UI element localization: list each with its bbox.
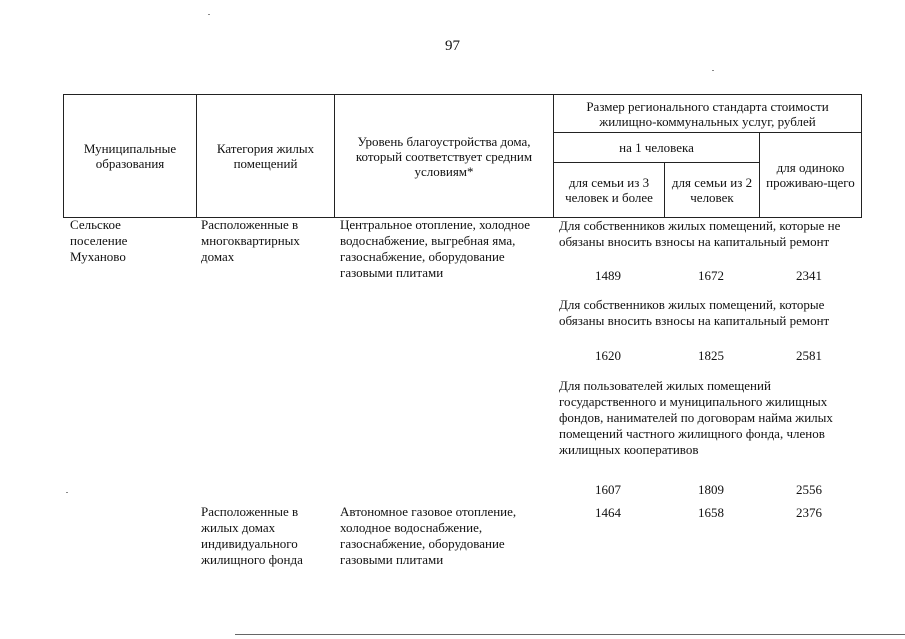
group2-single-value: 2581 — [796, 348, 822, 363]
header-single: для одиноко проживаю-щего — [759, 132, 862, 218]
group3-description: Для пользователей жилых помещений государственного и муниципального жилищных фондов, нанимателей по договорам найма жилых помещений частного жилищного фонда, членов жилищных кооперативов — [559, 378, 833, 457]
header-category: Категория жилых помещений — [196, 94, 335, 218]
row2-category: Расположенные в жилых домах индивидуального жилищного фонда — [201, 504, 303, 567]
scan-speck — [66, 492, 68, 493]
group1-single-value: 2341 — [796, 268, 822, 283]
scan-speck — [208, 14, 210, 15]
group3-single-value: 2556 — [796, 482, 822, 497]
header-family2: для семьи из 2 человек — [664, 162, 760, 218]
header-family3: для семьи из 3 человек и более — [553, 162, 665, 218]
row1-level: Центральное отопление, холодное водоснабжение, выгребная яма, газоснабжение, оборудование газовыми плитами — [340, 217, 531, 280]
row2-family2-value: 1658 — [698, 505, 724, 520]
group3-family2-value: 1809 — [698, 482, 724, 497]
group1-family3-value: 1489 — [595, 268, 621, 283]
header-level: Уровень благоустройства дома, который соответствует средним условиям* — [334, 94, 554, 218]
header-per-person: на 1 человека — [553, 132, 760, 163]
group1-description: Для собственников жилых помещений, которые не обязаны вносить взносы на капитальный ремонт — [559, 218, 841, 249]
group3-family3-value: 1607 — [595, 482, 621, 497]
row2-family3-value: 1464 — [595, 505, 621, 520]
group2-family2-value: 1825 — [698, 348, 724, 363]
page-number: 97 — [445, 38, 460, 54]
row1-category: Расположенные в многоквартирных домах — [201, 217, 300, 264]
group1-family2-value: 1672 — [698, 268, 724, 283]
bottom-rule — [235, 634, 905, 635]
header-standard-title: Размер регионального стандарта стоимости жилищно-коммунальных услуг, рублей — [553, 94, 862, 133]
group2-description: Для собственников жилых помещений, которые обязаны вносить взносы на капитальный ремонт — [559, 297, 830, 328]
group2-family3-value: 1620 — [595, 348, 621, 363]
row2-level: Автономное газовое отопление, холодное водоснабжение, газоснабжение, оборудование газовыми плитами — [340, 504, 517, 567]
municipality-name: Сельское поселение Муханово — [70, 217, 128, 264]
header-municipality: Муниципальные образования — [63, 94, 197, 218]
row2-single-value: 2376 — [796, 505, 822, 520]
scan-speck — [712, 70, 714, 71]
